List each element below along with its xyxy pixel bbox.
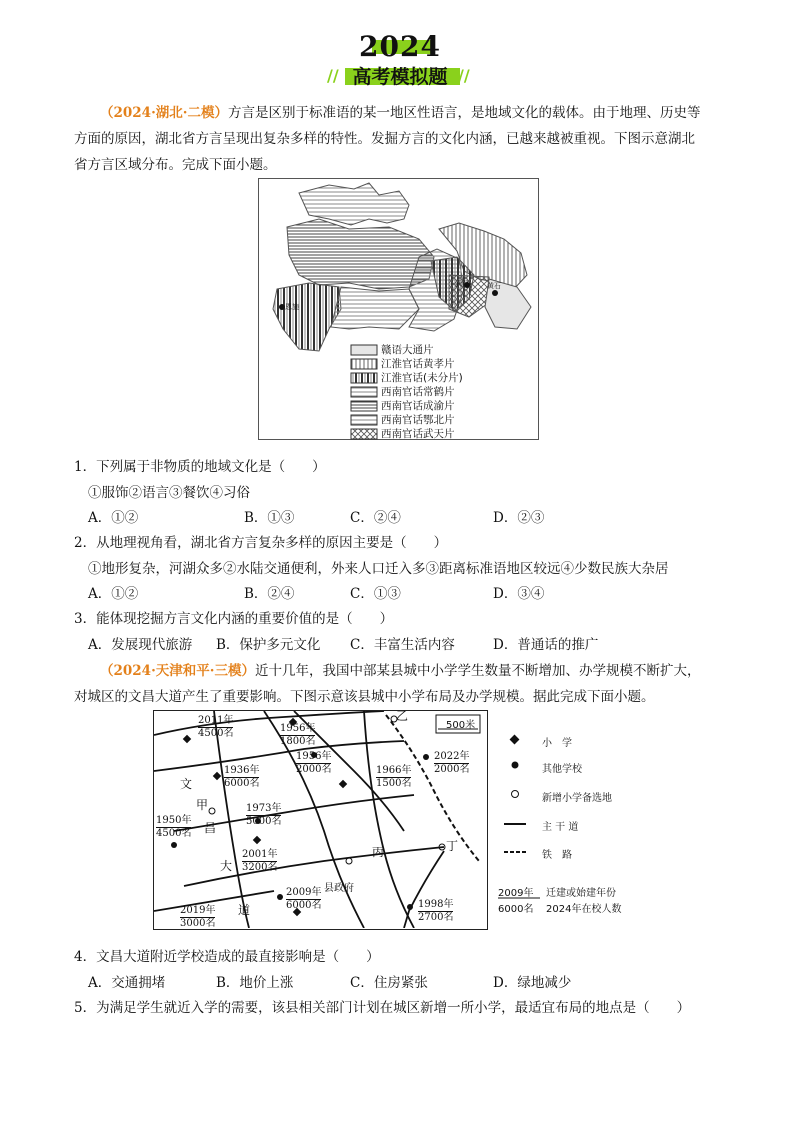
legend-main-road: 主 干 道 [542, 822, 579, 833]
legend-desc-year: 迁建或始建年份 [546, 888, 616, 899]
q3-option-c[interactable]: C．丰富生活内容 [350, 637, 455, 653]
legend-primary: 小 学 [542, 738, 572, 749]
legend-label-2: 江淮官话黄孝片 [381, 358, 455, 370]
intro-2 [74, 658, 734, 710]
region-enshi [273, 283, 341, 351]
place-yi: 乙 [396, 709, 409, 723]
question-5-stem: 5．为满足学生就近入学的需要，该县相关部门计划在城区新增一所小学，最适宜布局的地点是（ ） [74, 1000, 691, 1016]
source-tag-1: （2024·湖北·二模） [100, 105, 228, 121]
legend-sample-year: 2009年 [498, 888, 534, 899]
q3-option-b[interactable]: B．保护多元文化 [216, 637, 321, 653]
map1-legend [351, 345, 377, 439]
q2-option-c[interactable]: C．①③ [350, 586, 401, 602]
q2-option-a[interactable]: A．①② [88, 586, 139, 602]
q1-option-c[interactable]: C．②④ [350, 510, 401, 526]
road-label-dao: 道 [238, 903, 251, 917]
question-2-extra: ①地形复杂，河湖众多②水陆交通便利，外来人口迁入多③距离标准语地区较远④少数民族大杂居 [88, 561, 669, 577]
q4-option-a[interactable]: A．交通拥堵 [88, 975, 166, 991]
road-label-chang: 昌 [204, 821, 217, 835]
intro-2-line2: 对城区的文昌大道产生了重要影响。下图示意该县城中小学布局及办学规模。据此完成下面小题。 [74, 689, 655, 705]
region-chengyu [331, 287, 419, 329]
road-label-wen: 文 [180, 777, 193, 791]
q4-option-d[interactable]: D．绿地减少 [493, 975, 572, 991]
page-subtitle: 高考模拟题 [352, 66, 448, 88]
question-2-stem: 2．从地理视角看，湖北省方言复杂多样的原因主要是（ ） [74, 535, 448, 551]
legend-label-6: 西南官话鄂北片 [381, 414, 455, 426]
intro-2-line1: 近十几年，我国中部某县城中小学学生数量不断增加、办学规模不断扩大， [254, 663, 701, 679]
legend-label-3: 江淮官话(未分片) [381, 372, 463, 384]
school-label: 2009年 6000名 [286, 887, 322, 911]
q3-option-a[interactable]: A．发展现代旅游 [88, 637, 193, 653]
hubei-dialect-map [258, 178, 539, 440]
map-scale-label: 500米 [446, 720, 476, 731]
city-label-wuhan: 武汉 [455, 280, 469, 288]
q1-option-d[interactable]: D．②③ [493, 510, 545, 526]
legend-new-site: 新增小学备选地 [542, 793, 612, 804]
intro-1 [74, 100, 734, 178]
source-tag-2: （2024·天津和平·三模） [100, 663, 255, 679]
question-3-stem: 3．能体现挖掘方言文化内涵的重要价值的是（ ） [74, 611, 394, 627]
school-label: 1998年 2700名 [418, 899, 454, 923]
road-label-da: 大 [220, 859, 233, 873]
intro-1-line2: 方面的原因，湖北省方言呈现出复杂多样的特性。发掘方言的文化内涵，已越来越被重视。下图示意湖北 [74, 131, 695, 147]
intro-1-line1: 方言是区别于标准语的某一地区性语言，是地域文化的载体。由于地理、历史等 [227, 105, 701, 121]
left-slash-decoration: // [327, 66, 339, 85]
q2-option-b[interactable]: B．②④ [244, 586, 295, 602]
city-label-enshi: 恩施 [285, 303, 299, 311]
legend-desc-count: 2024年在校人数 [546, 904, 622, 915]
right-slash-decoration: // [458, 66, 470, 85]
school-label: 1973年 5000名 [246, 803, 282, 827]
place-bing: 丙 [372, 845, 385, 859]
question-1-extra: ①服饰②语言③餐饮④习俗 [88, 485, 250, 501]
legend-label-4: 西南官话常鹤片 [381, 386, 455, 398]
school-label: 1950年 4500名 [156, 815, 192, 839]
place-government: 县政府 [324, 883, 354, 894]
school-label: 2019年 3000名 [180, 905, 216, 929]
school-label: 1956年 2000名 [296, 751, 332, 775]
q4-option-b[interactable]: B．地价上涨 [216, 975, 294, 991]
place-jia: 甲 [196, 798, 209, 812]
school-label: 1966年 1500名 [376, 765, 412, 789]
q1-option-a[interactable]: A．①② [88, 510, 139, 526]
legend-sample-count: 6000名 [498, 904, 534, 915]
legend-other: 其他学校 [542, 764, 582, 775]
school-label: 2001年 3200名 [242, 849, 278, 873]
legend-label-5: 西南官话成渝片 [381, 400, 455, 412]
county-map-legend [494, 710, 644, 930]
q1-option-b[interactable]: B．①③ [244, 510, 295, 526]
region-ebei-north [299, 183, 409, 225]
school-label: 1936年 6000名 [224, 765, 260, 789]
school-label: 1956年 1800名 [280, 723, 316, 747]
q2-option-d[interactable]: D．③④ [493, 586, 545, 602]
school-label: 2011年 4500名 [198, 715, 234, 739]
q3-option-d[interactable]: D．普通话的推广 [493, 637, 599, 653]
place-ding: 丁 [446, 839, 459, 853]
question-4-stem: 4．文昌大道附近学校造成的最直接影响是（ ） [74, 949, 380, 965]
city-label-huangshi: 黄石 [487, 282, 501, 290]
county-school-map [153, 710, 488, 930]
school-label: 2022年 2000名 [434, 751, 470, 775]
legend-label-7: 西南官话武天片 [381, 428, 455, 440]
legend-railway: 铁 路 [542, 850, 572, 861]
q4-option-c[interactable]: C．住房紧张 [350, 975, 428, 991]
page-year: 2024 [359, 30, 441, 63]
question-1-stem: 1．下列属于非物质的地域文化是（ ） [74, 459, 326, 475]
legend-label-1: 赣语大通片 [381, 344, 434, 356]
intro-1-line3: 省方言区域分布。完成下面小题。 [74, 157, 277, 173]
